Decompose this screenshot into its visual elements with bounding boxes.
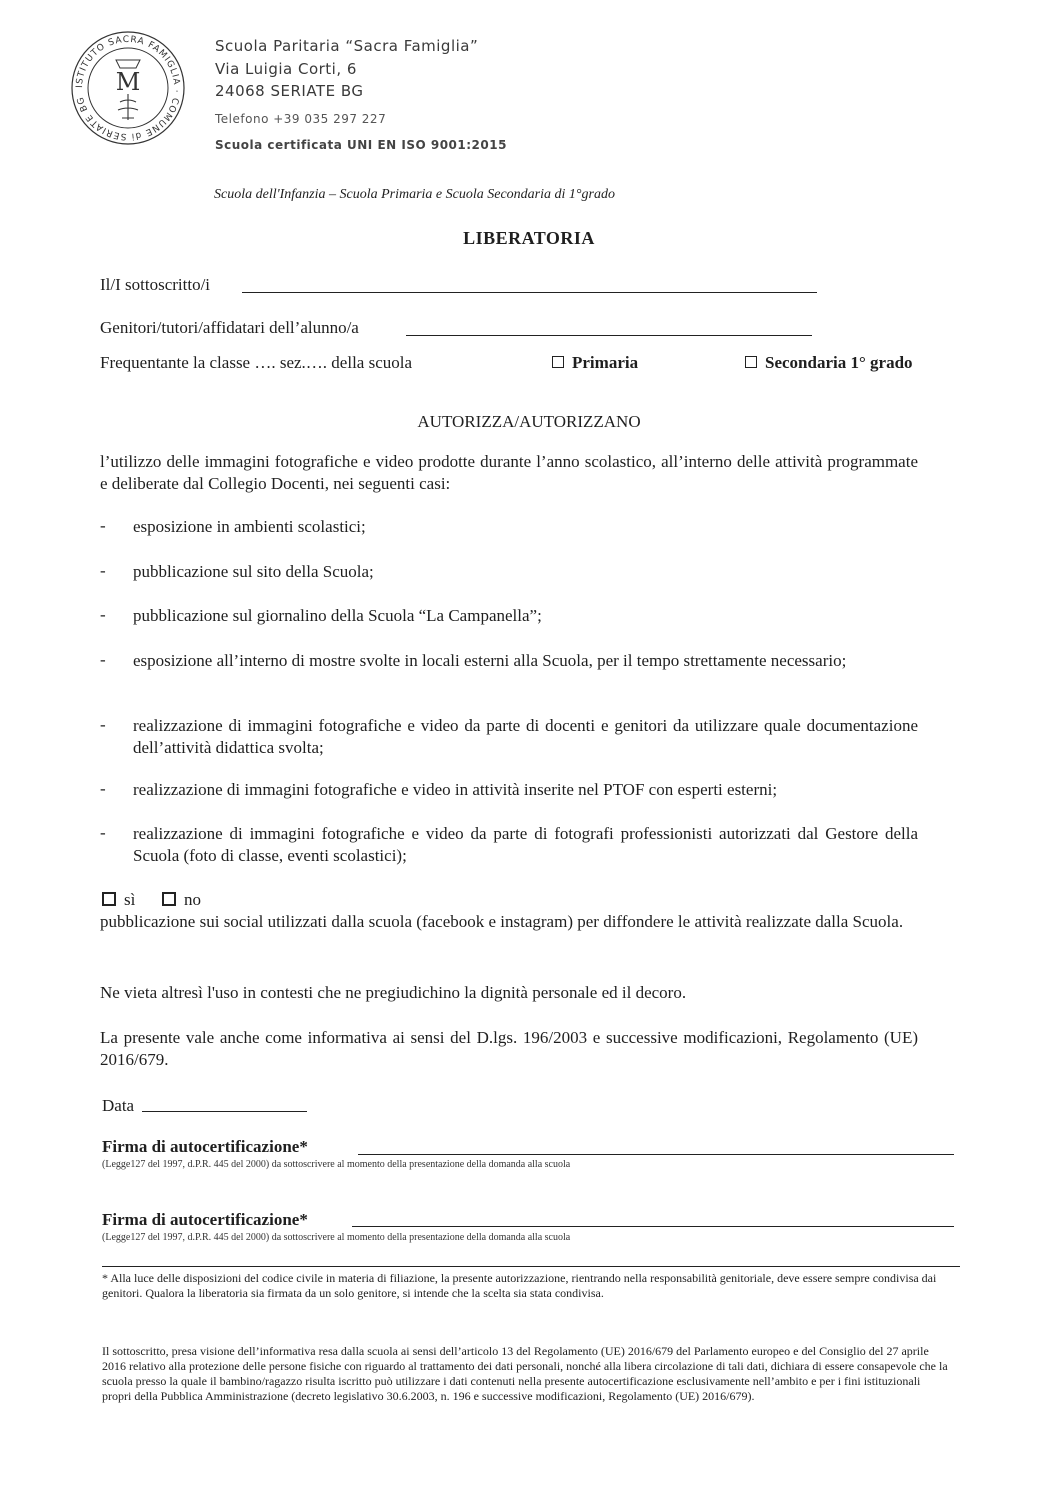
list-item: pubblicazione sul sito della Scuola; [133, 562, 374, 581]
list-item: realizzazione di immagini fotografiche e video da parte di fotografi professionisti autorizzati dal Gestore della Scuola (foto di classe, eventi scolastici); [133, 824, 918, 865]
signature-label: Firma di autocertificazione* [102, 1210, 308, 1229]
school-levels: Scuola dell'Infanzia – Scuola Primaria e Scuola Secondaria di 1°grado [214, 187, 615, 202]
signer-field-line[interactable] [242, 292, 817, 293]
signature-note: (Legge127 del 1997, d.P.R. 445 del 2000) da sottoscrivere al momento della presentazione della domanda alla scuola [102, 1159, 571, 1170]
list-item: realizzazione di immagini fotografiche e video da parte di docenti e genitori da utilizzare quale documentazione dell’attività didattica svolta; [133, 716, 918, 757]
bullet-dash: - [100, 823, 106, 842]
bullet-dash: - [100, 516, 106, 535]
informativa-paragraph: La presente vale anche come informativa ai sensi del D.lgs. 196/2003 e successive modificazioni, Regolamento (UE) 2016/679. [100, 1028, 918, 1069]
class-label: Frequentante la classe …. sez.…. della scuola [100, 353, 413, 372]
svg-text:ISTITUTO SACRA FAMIGLIA · COMU: ISTITUTO SACRA FAMIGLIA · COMUNE di SERIATE BG [74, 34, 182, 142]
date-label: Data [102, 1096, 135, 1115]
list-item: esposizione all’interno di mostre svolte in locali esterni alla Scuola, per il tempo strettamente necessario; [133, 651, 847, 670]
signature-label: Firma di autocertificazione* [102, 1137, 308, 1156]
signature-field-line[interactable] [358, 1154, 954, 1155]
primary-checkbox[interactable] [552, 356, 564, 368]
signature-field-line[interactable] [352, 1226, 954, 1227]
secondary-checkbox[interactable] [745, 356, 757, 368]
bullet-dash: - [100, 650, 106, 669]
school-name: Scuola Paritaria “Sacra Famiglia” [215, 37, 479, 55]
intro-paragraph: l’utilizzo delle immagini fotografiche e video prodotte durante l’anno scolastico, all’interno delle attività programmate e deliberate dal Collegio Docenti, nei seguenti casi: [100, 452, 918, 493]
footnote-divider [102, 1266, 960, 1267]
list-item: esposizione in ambienti scolastici; [133, 517, 366, 536]
guardians-label: Genitori/tutori/affidatari dell’alunno/a [100, 318, 359, 337]
list-item: realizzazione di immagini fotografiche e video in attività inserite nel PTOF con esperti esterni; [133, 780, 778, 799]
social-yes-option[interactable] [102, 890, 135, 910]
social-no-label: no [184, 890, 201, 909]
school-seal-logo [68, 28, 188, 148]
footnote: * Alla luce delle disposizioni del codice civile in materia di filiazione, la presente autorizzazione, rientrando nella responsabilità genitoriale, deve essere sempre condivisa dai genitori. Qualora la liberatoria sia firmata da un solo genitore, si intende che la scelta sia stata condivisa. [102, 1271, 937, 1300]
svg-text:M: M [115, 68, 141, 96]
bullet-dash: - [100, 605, 106, 624]
social-no-checkbox[interactable] [162, 892, 176, 906]
privacy-statement: Il sottoscritto, presa visione dell’informativa resa dalla scuola ai sensi dell’articolo 13 del Regolamento (UE) 2016/679 del Parlamento europeo e del Consiglio del 27 aprile 2016 relativo alla protezione delle persone fisiche con riguardo al trattamento dei dati personali, nonché alla libera circolazione di tali dati, dichiara di essere consapevole che la scuola presso la quale il bambino/ragazzo risulta iscritto può utilizzare i dati contenuti nella presente autocertificazione esclusivamente nell’ambito e per i fini istituzionali propri della Pubblica Amministrazione (decreto legislativo 30.6.2003, n. 196 e successive modificazioni, Regolamento (UE) 2016/679). [102, 1344, 948, 1403]
document-title: LIBERATORIA [463, 228, 595, 248]
secondary-label: Secondaria 1° grado [765, 353, 913, 372]
social-yes-checkbox[interactable] [102, 892, 116, 906]
bullet-dash: - [100, 779, 106, 798]
authorize-heading: AUTORIZZA/AUTORIZZANO [417, 412, 641, 431]
primary-option[interactable] [552, 353, 638, 373]
student-field-line[interactable] [406, 335, 812, 336]
school-address: Via Luigia Corti, 6 [215, 60, 357, 78]
primary-label: Primaria [572, 353, 639, 372]
secondary-option[interactable] [745, 353, 913, 373]
date-field-line[interactable] [142, 1111, 307, 1112]
signer-label: Il/I sottoscritto/i [100, 275, 211, 294]
social-yes-label: sì [124, 890, 136, 909]
bullet-dash: - [100, 715, 106, 734]
list-item: pubblicazione sul giornalino della Scuola “La Campanella”; [133, 606, 542, 625]
bullet-dash: - [100, 561, 106, 580]
school-phone: Telefono +39 035 297 227 [215, 112, 387, 126]
prohibition-paragraph: Ne vieta altresì l'uso in contesti che ne pregiudichino la dignità personale ed il decoro. [100, 983, 687, 1002]
social-no-option[interactable] [162, 890, 201, 910]
signature-note: (Legge127 del 1997, d.P.R. 445 del 2000) da sottoscrivere al momento della presentazione della domanda alla scuola [102, 1232, 571, 1243]
school-city: 24068 SERIATE BG [215, 82, 364, 100]
social-paragraph: pubblicazione sui social utilizzati dalla scuola (facebook e instagram) per diffondere le attività realizzate dalla Scuola. [100, 912, 904, 931]
school-certification: Scuola certificata UNI EN ISO 9001:2015 [215, 138, 507, 152]
